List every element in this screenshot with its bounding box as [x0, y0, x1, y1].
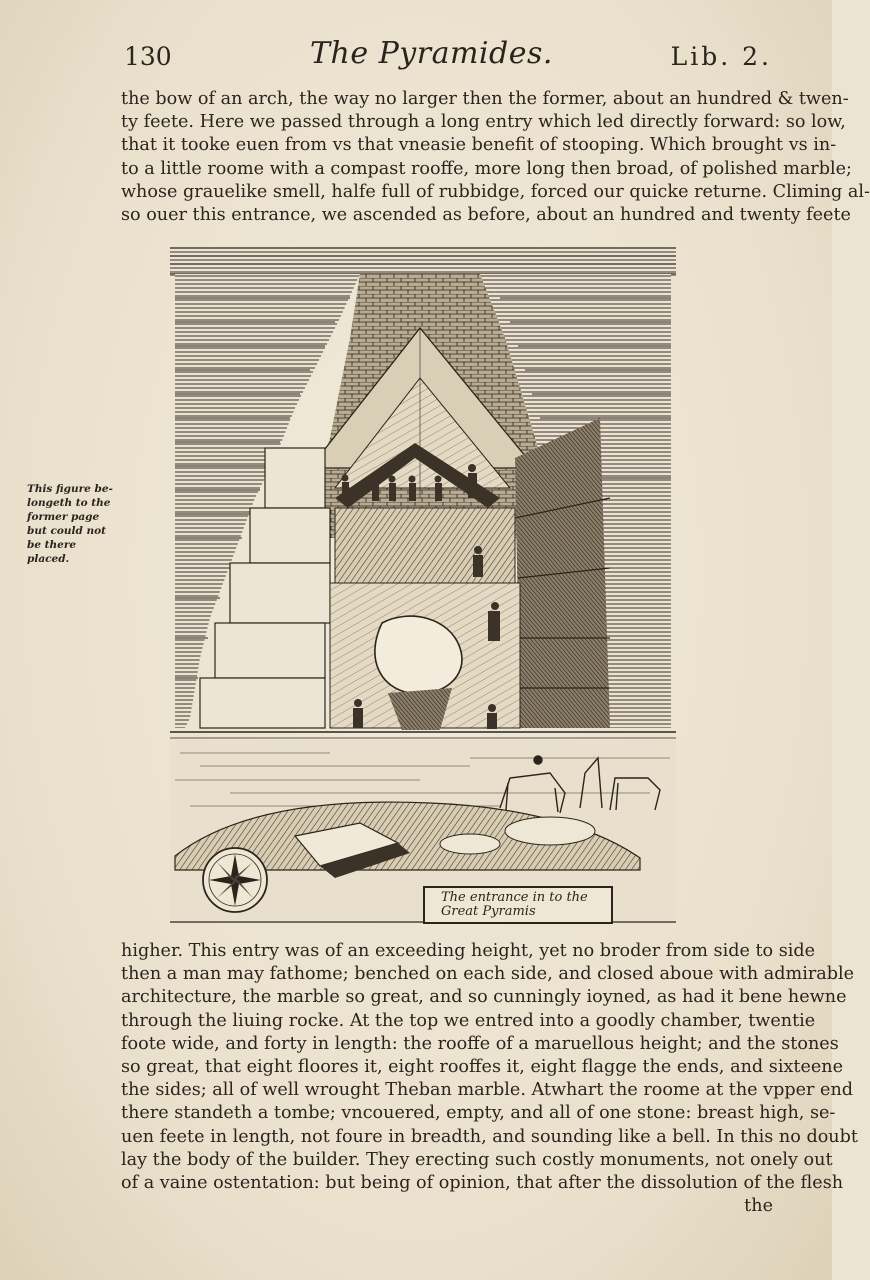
text-line: that it tooke euen from vs that vneasie benefit of stooping. Which brought vs in-: [121, 135, 837, 156]
compass-rose: [203, 848, 267, 912]
text-line: there standeth a tombe; vncouered, empty, and all of one stone: breast high, se-: [121, 1103, 836, 1124]
text-line: uen feete in length, not foure in breadth, and sounding like a bell. In this no doubt: [121, 1126, 858, 1147]
text-line: of a vaine ostentation: but being of opinion, that after the dissolution of the flesh: [121, 1173, 844, 1194]
book-reference: Lib. 2.: [670, 42, 772, 71]
text-line: architecture, the marble so great, and so cunningly ioyned, as had it bene hewne: [121, 987, 847, 1008]
stone-courses-top: [170, 246, 676, 276]
catchword: the: [744, 1196, 773, 1217]
text-line: higher. This entry was of an exceeding height, yet no broder from side to side: [121, 941, 816, 961]
text-line: so great, that eight floores it, eight rooffes it, eight flagge the ends, and sixteene: [121, 1057, 844, 1078]
page-number: 130: [124, 42, 172, 71]
engraving-figure: [170, 238, 676, 930]
text-line: to a little roome with a compast rooffe, more long then broad, of polished marble;: [121, 158, 852, 179]
pyramid-entrance-engraving: [170, 238, 676, 930]
text-line: foote wide, and forty in length: the rooffe of a maruellous height; and the stones: [121, 1033, 839, 1054]
caption-line: The entrance in to the: [441, 890, 588, 905]
text-line: so ouer this entrance, we ascended as before, about an hundred and twenty feete: [121, 205, 851, 226]
figure-caption: [423, 886, 613, 924]
caption-line: Great Pyramis: [441, 904, 536, 919]
text-line: ty feete. Here we passed through a long entry which led directly forward: so low,: [121, 112, 846, 133]
running-title: The Pyramides.: [310, 36, 553, 71]
margin-note: This figure be-longeth to the former page but could not be there placed.: [27, 483, 113, 565]
text-line: whose grauelike smell, halfe full of rubbidge, forced our quicke returne. Climing al-: [121, 181, 870, 202]
page-header: [120, 36, 772, 80]
text-line: through the liuing rocke. At the top we entred into a goodly chamber, twentie: [121, 1010, 816, 1031]
text-line: lay the body of the builder. They erecting such costly monuments, not onely out: [121, 1149, 833, 1170]
body-text-top: [121, 88, 870, 227]
text-line: the bow of an arch, the way no larger then the former, about an hundred & twen-: [121, 89, 849, 109]
text-line: then a man may fathome; benched on each side, and closed aboue with admirable: [121, 964, 855, 985]
body-text-bottom: [121, 940, 858, 1218]
text-line: the sides; all of well wrought Theban marble. Atwhart the roome at the vpper end: [121, 1080, 854, 1101]
